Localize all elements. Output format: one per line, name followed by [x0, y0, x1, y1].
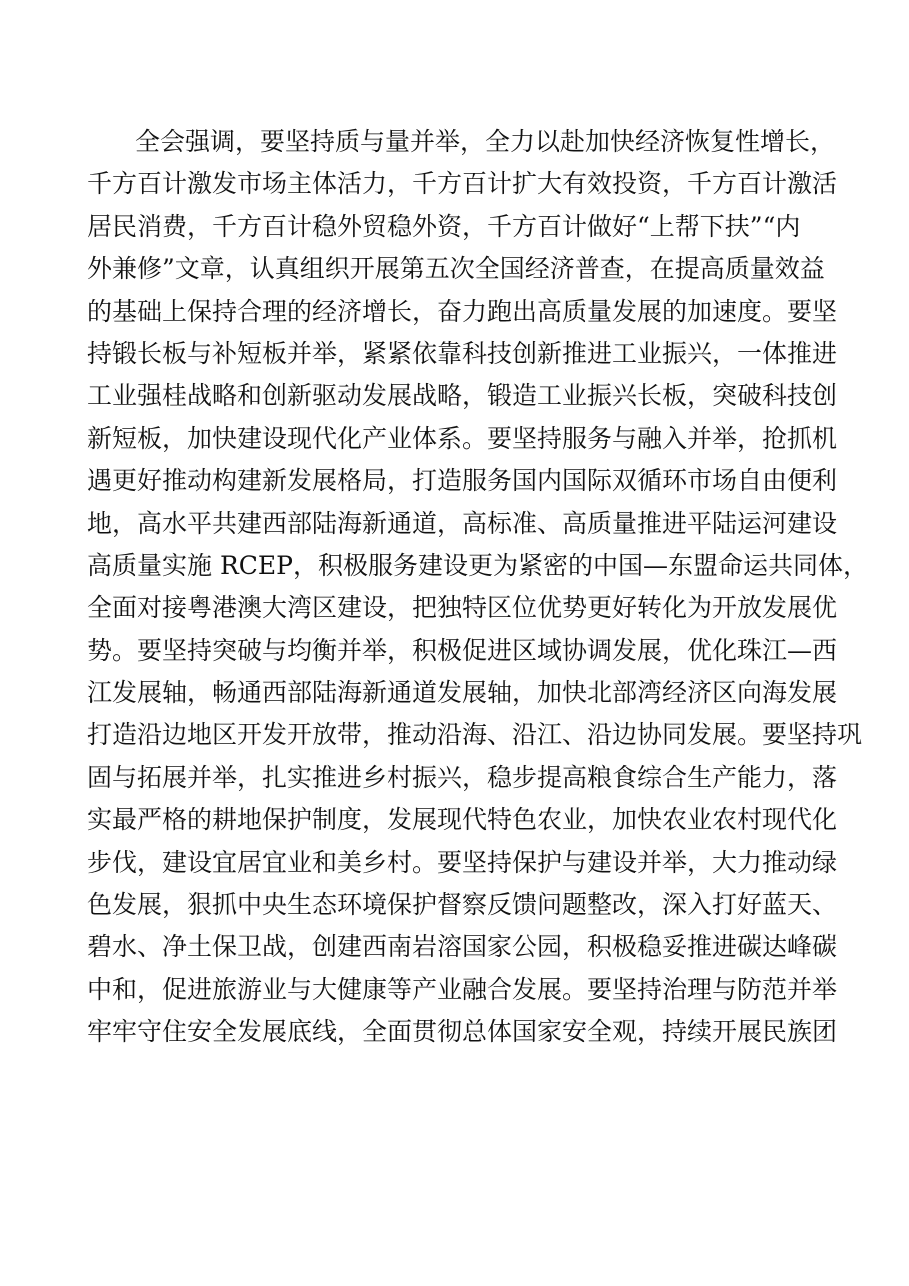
text-line-5: 的基础上保持合理的经济增长，奋力跑出高质量发展的加速度。要坚	[87, 296, 838, 326]
text-line-21: 中和，促进旅游业与大健康等产业融合发展。要坚持治理与防范并举	[87, 974, 838, 1004]
text-line-11: 高质量实施 RCEP，积极服务建设更为紧密的中国—东盟命运共同体，	[87, 550, 868, 580]
text-line-22: 牢牢守住安全发展底线，全面贯彻总体国家安全观，持续开展民族团	[87, 1017, 838, 1047]
text-line-10: 地，高水平共建西部陆海新通道，高标准、高质量推进平陆运河建设	[87, 508, 838, 538]
text-line-1: 全会强调，要坚持质与量并举，全力以赴加快经济恢复性增长，	[135, 127, 836, 156]
text-line-14: 江发展轴，畅通西部陆海新通道发展轴，加快北部湾经济区向海发展	[87, 678, 838, 708]
text-line-6: 持锻长板与补短板并举，紧紧依靠科技创新推进工业振兴，一体推进	[87, 338, 838, 368]
text-line-3: 居民消费，千方百计稳外贸稳外资，千方百计做好“上帮下扶”“内	[87, 211, 801, 241]
text-line-2: 千方百计激发市场主体活力，千方百计扩大有效投资，千方百计激活	[87, 169, 838, 199]
text-line-15: 打造沿边地区开发开放带，推动沿海、沿江、沿边协同发展。要坚持巩	[87, 720, 863, 750]
text-line-8: 新短板，加快建设现代化产业体系。要坚持服务与融入并举，抢抓机	[87, 423, 838, 453]
text-line-19: 色发展，狠抓中央生态环境保护督察反馈问题整改，深入打好蓝天、	[87, 890, 838, 920]
body-paragraph	[87, 121, 868, 1054]
text-line-4: 外兼修”文章，认真组织开展第五次全国经济普查，在提高质量效益	[87, 254, 825, 284]
text-line-20: 碧水、净土保卫战，创建西南岩溶国家公园，积极稳妥推进碳达峰碳	[87, 932, 838, 962]
text-line-18: 步伐，建设宜居宜业和美乡村。要坚持保护与建设并举，大力推动绿	[87, 847, 838, 877]
text-line-9: 遇更好推动构建新发展格局，打造服务国内国际双循环市场自由便利	[87, 466, 838, 496]
text-line-16: 固与拓展并举，扎实推进乡村振兴，稳步提高粮食综合生产能力，落	[87, 762, 838, 792]
text-line-7: 工业强桂战略和创新驱动发展战略，锻造工业振兴长板，突破科技创	[87, 381, 838, 411]
text-line-12: 全面对接粤港澳大湾区建设，把独特区位优势更好转化为开放发展优	[87, 593, 838, 623]
text-line-17: 实最严格的耕地保护制度，发展现代特色农业，加快农业农村现代化	[87, 805, 838, 835]
text-line-13: 势。要坚持突破与均衡并举，积极促进区域协调发展，优化珠江—西	[87, 635, 838, 665]
